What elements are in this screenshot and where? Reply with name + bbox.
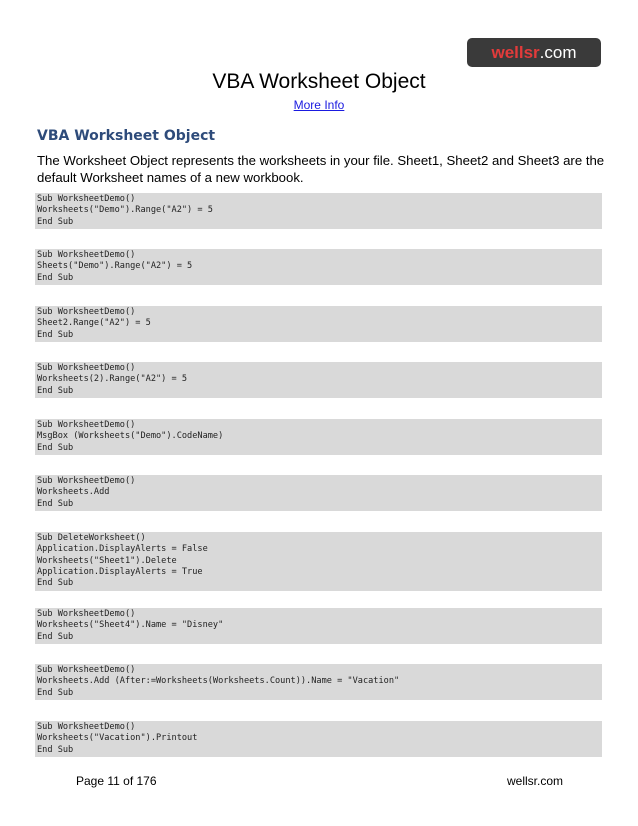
code-line: End Sub: [37, 687, 74, 698]
code-line: Application.DisplayAlerts = True: [37, 566, 203, 577]
code-block: [35, 475, 602, 511]
code-line: MsgBox (Worksheets("Demo").CodeName): [37, 431, 224, 442]
code-block: [35, 721, 602, 757]
code-block: [35, 193, 602, 229]
section-heading: VBA Worksheet Object: [37, 128, 216, 144]
code-line: End Sub: [37, 216, 74, 227]
code-line: End Sub: [37, 272, 74, 283]
code-line: End Sub: [37, 385, 74, 396]
code-block: [35, 532, 602, 591]
more-info-link[interactable]: More Info: [293, 98, 345, 112]
code-line: Worksheets("Vacation").Printout: [37, 733, 198, 744]
code-line: Sub WorksheetDemo(): [37, 420, 136, 430]
code-line: Worksheets.Add: [37, 487, 110, 498]
code-line: Worksheets("Sheet4").Name = "Disney": [37, 620, 224, 631]
more-info-wrapper: [0, 97, 638, 113]
code-line: End Sub: [37, 631, 74, 642]
code-line: Application.DisplayAlerts = False: [37, 544, 208, 555]
code-block: [35, 664, 602, 700]
code-line: Sheets("Demo").Range("A2") = 5: [37, 261, 193, 272]
code-line: End Sub: [37, 498, 74, 509]
code-line: Sub WorksheetDemo(): [37, 665, 136, 675]
code-line: Sub WorksheetDemo(): [37, 307, 136, 317]
code-line: Sub WorksheetDemo(): [37, 722, 136, 732]
code-line: Worksheets("Demo").Range("A2") = 5: [37, 205, 213, 216]
code-line: Worksheets.Add (After:=Worksheets(Worksheets.Count)).Name = "Vacation": [37, 676, 400, 687]
code-line: Sub DeleteWorksheet(): [37, 533, 146, 543]
code-block: [35, 249, 602, 285]
code-line: End Sub: [37, 442, 74, 453]
code-line: Sub WorksheetDemo(): [37, 250, 136, 260]
intro-paragraph: The Worksheet Object represents the worksheets in your file. Sheet1, Sheet2 and Sheet3 are the default Worksheet names of a new workbook.: [37, 153, 605, 185]
code-line: End Sub: [37, 578, 74, 589]
code-block: [35, 362, 602, 398]
code-line: End Sub: [37, 329, 74, 340]
logo-suffix: .com: [539, 43, 577, 62]
code-block: [35, 419, 602, 455]
code-line: End Sub: [37, 744, 74, 755]
page-number: Page 11 of 176: [76, 774, 157, 788]
wellsr-logo: [467, 38, 601, 67]
code-line: Worksheets(2).Range("A2") = 5: [37, 374, 188, 385]
code-line: Sheet2.Range("A2") = 5: [37, 318, 151, 329]
page-title: VBA Worksheet Object: [212, 70, 426, 93]
code-line: Sub WorksheetDemo(): [37, 609, 136, 619]
logo-brand: wellsr: [491, 43, 540, 62]
code-line: Worksheets("Sheet1").Delete: [37, 555, 177, 566]
code-block: [35, 306, 602, 342]
code-line: Sub WorksheetDemo(): [37, 363, 136, 373]
code-block: [35, 608, 602, 644]
code-line: Sub WorksheetDemo(): [37, 476, 136, 486]
code-line: Sub WorksheetDemo(): [37, 194, 136, 204]
footer-site: wellsr.com: [506, 774, 563, 788]
